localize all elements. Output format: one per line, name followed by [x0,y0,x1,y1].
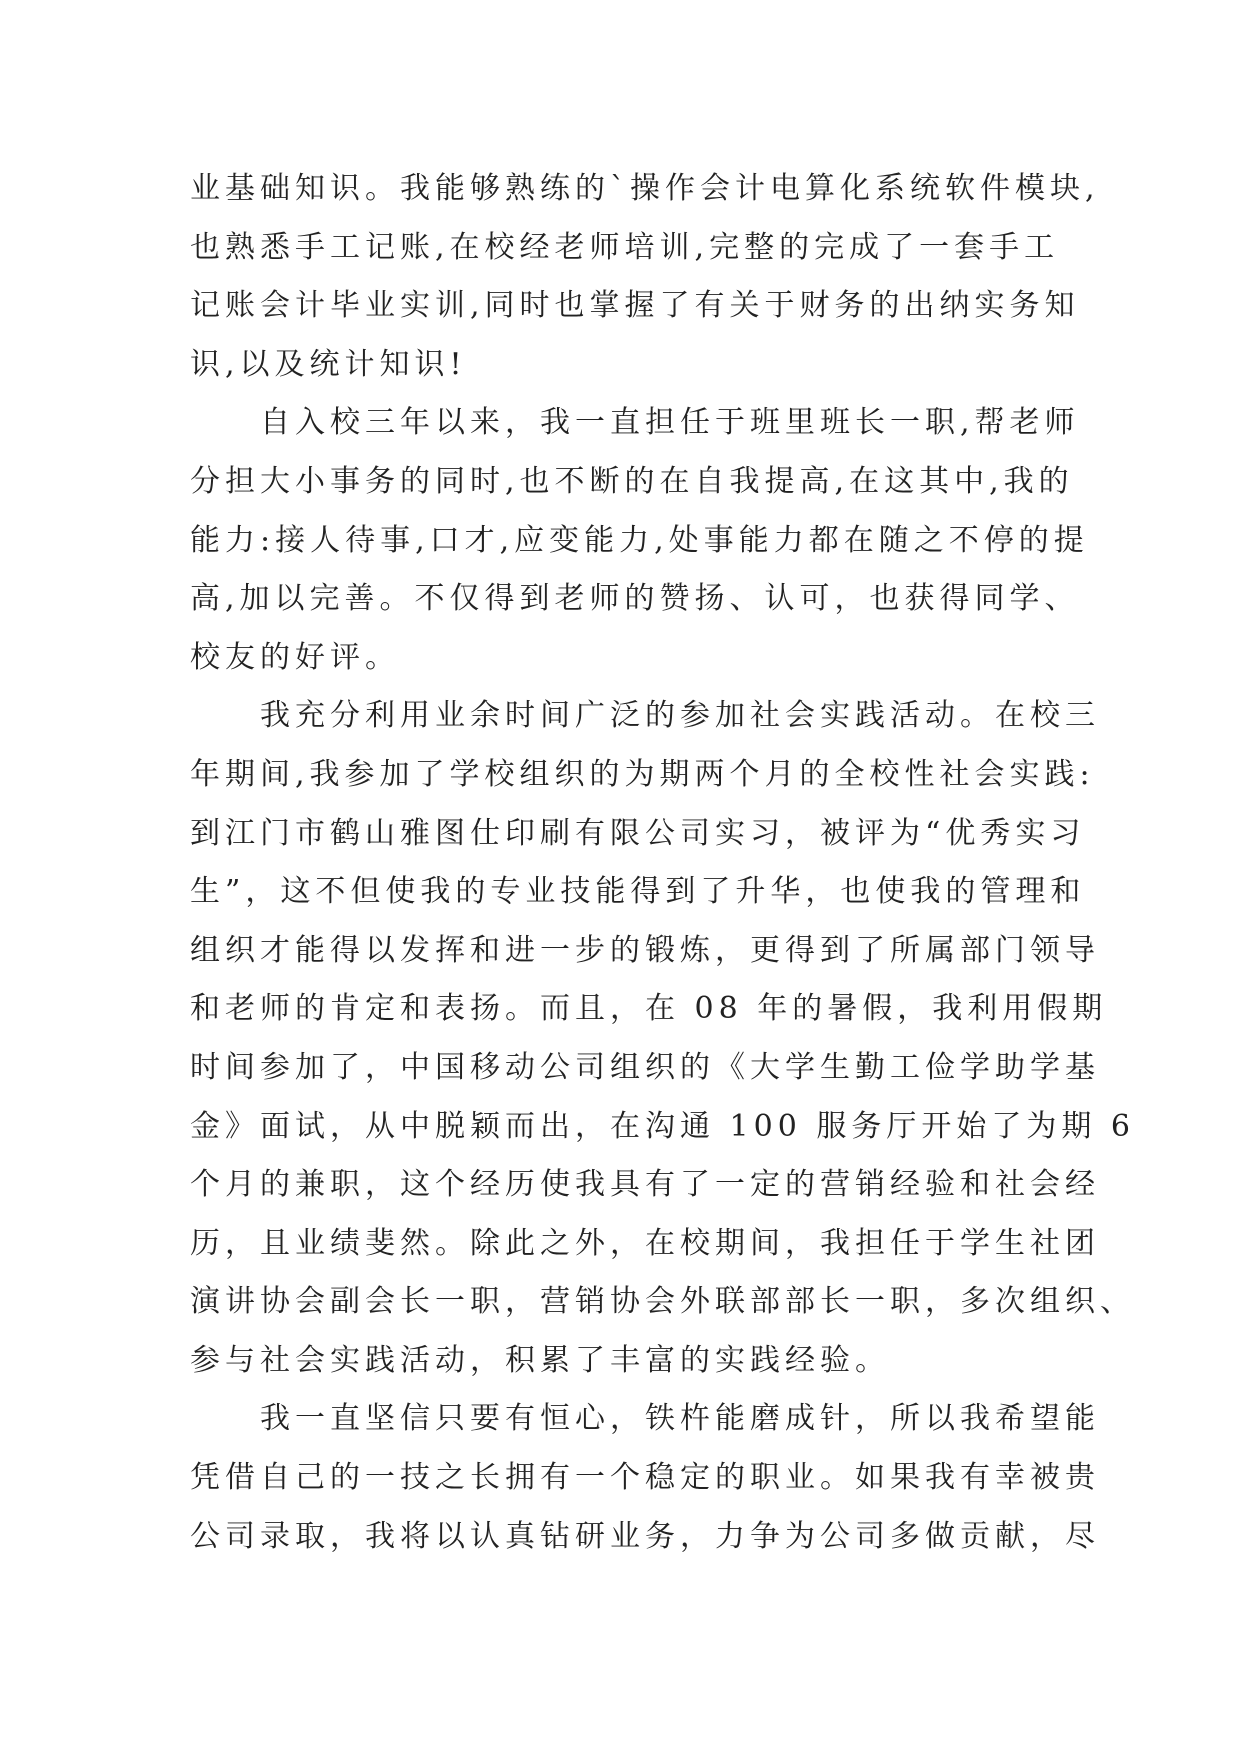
text-line: 也熟悉手工记账,在校经老师培训,完整的完成了一套手工 [190,229,1060,265]
text-line: 我充分利用业余时间广泛的参加社会实践活动。在校三 [260,698,1100,734]
text-line: 到江门市鹤山雅图仕印刷有限公司实习，被评为“优秀实习 [190,815,1086,851]
text-line: 校友的好评。 [190,639,400,675]
text-line: 分担大小事务的同时,也不断的在自我提高,在这其中,我的 [190,463,1074,499]
paragraph-2 [190,394,1089,687]
text-line: 年期间,我参加了学校组织的为期两个月的全校性社会实践: [190,756,1095,792]
document-body [190,160,1135,1566]
text-line: 凭借自己的一技之长拥有一个稳定的职业。如果我有幸被贵 [190,1460,1100,1496]
text-line: 自入校三年以来，我一直担任于班里班长一职,帮老师 [260,405,1080,441]
text-line: 业基础知识。我能够熟练的`操作会计电算化系统软件模块, [190,171,1100,206]
text-line: 我一直坚信只要有恒心，铁杵能磨成针，所以我希望能 [260,1401,1100,1437]
text-line: 组织才能得以发挥和进一步的锻炼，更得到了所属部门领导 [190,932,1100,968]
text-line: 参与社会实践活动，积累了丰富的实践经验。 [190,1342,890,1378]
text-line: 生”，这不但使我的专业技能得到了升华，也使我的管理和 [190,874,1086,910]
text-line: 个月的兼职，这个经历使我具有了一定的营销经验和社会经 [190,1167,1100,1203]
text-line: 时间参加了，中国移动公司组织的《大学生勤工俭学助学基 [190,1049,1100,1085]
text-line: 金》面试，从中脱颖而出，在沟通 100 服务厅开始了为期 6 [190,1108,1135,1144]
text-line: 演讲协会副会长一职，营销协会外联部部长一职，多次组织、 [190,1284,1135,1320]
text-line: 记账会计毕业实训,同时也掌握了有关于财务的出纳实务知 [190,288,1080,324]
paragraph-3 [190,687,1135,1390]
text-line: 识,以及统计知识! [190,346,467,382]
text-line: 能力:接人待事,口才,应变能力,处事能力都在随之不停的提 [190,522,1089,558]
text-line: 高,加以完善。不仅得到老师的赞扬、认可，也获得同学、 [190,581,1080,617]
paragraph-4 [190,1390,1100,1566]
text-line: 历，且业绩斐然。除此之外，在校期间，我担任于学生社团 [190,1225,1100,1261]
text-line: 和老师的肯定和表扬。而且，在 08 年的暑假，我利用假期 [190,991,1108,1027]
paragraph-1 [190,160,1100,394]
text-line: 公司录取，我将以认真钻研业务，力争为公司多做贡献，尽 [190,1518,1100,1554]
